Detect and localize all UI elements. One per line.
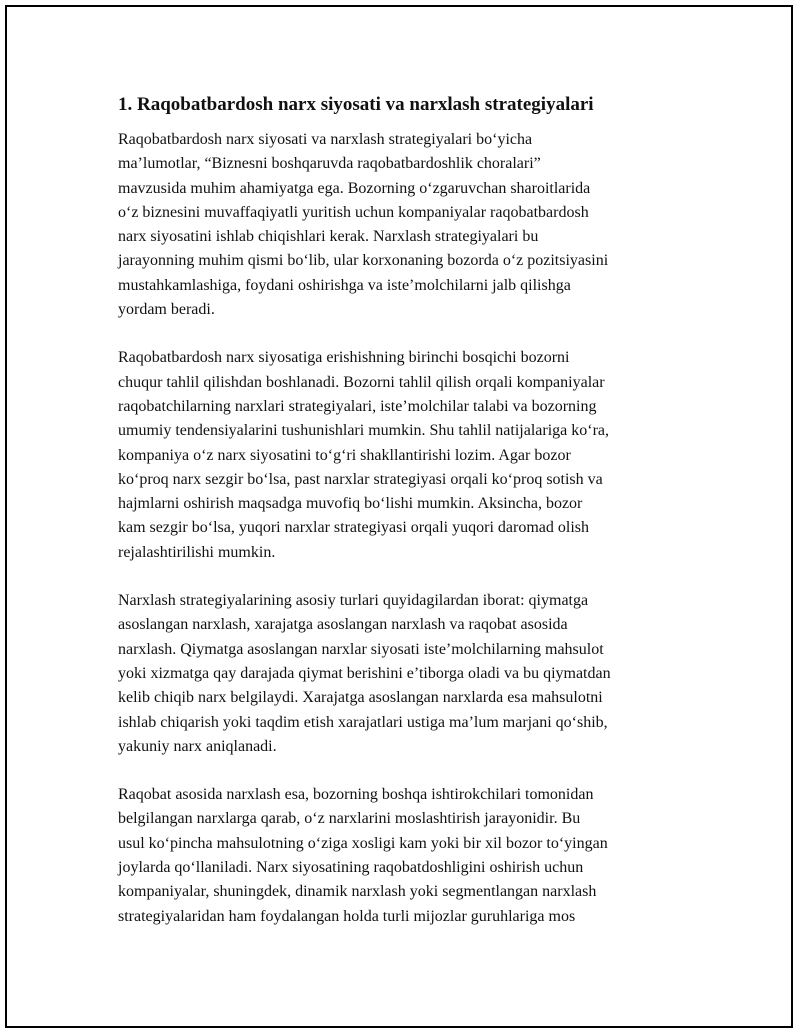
text-line: asoslangan narxlash, xarajatga asoslangan narxlash va raqobat asosida	[118, 616, 568, 634]
text-line: chuqur tahlil qilishdan boshlanadi. Bozorni tahlil qilish orqali kompaniyalar	[118, 373, 605, 391]
text-line: yordam beradi.	[118, 301, 215, 319]
text-line: jarayonning muhim qismi bo‘lib, ular korxonaning bozorda o‘z pozitsiyasini	[118, 252, 609, 270]
text-line: ishlab chiqarish yoki taqdim etish xarajatlari ustiga ma’lum marjani qo‘shib,	[118, 713, 608, 731]
text-line: usul ko‘pincha mahsulotning o‘ziga xosligi kam yoki bir xil bozor to‘yingan	[118, 834, 608, 852]
text-line: kompaniyalar, shuningdek, dinamik narxlash yoki segmentlangan narxlash	[118, 883, 597, 901]
text-line: Raqobatbardosh narx siyosatiga erishishning birinchi bosqichi bozorni	[118, 349, 570, 367]
paragraph-3	[118, 589, 688, 759]
paragraph-4	[118, 783, 688, 929]
text-line: raqobatchilarning narxlari strategiyalari, iste’molchilar talabi va bozorning	[118, 397, 597, 415]
text-line: rejalashtirilishi mumkin.	[118, 543, 276, 561]
text-line: Narxlash strategiyalarining asosiy turlari quyidagilardan iborat: qiymatga	[118, 592, 589, 610]
text-line: hajmlarni oshirish maqsadga muvofiq bo‘lishi mumkin. Aksincha, bozor	[118, 495, 583, 513]
text-line: belgilangan narxlarga qarab, o‘z narxlarini moslashtirish jarayonidir. Bu	[118, 810, 581, 828]
text-line: o‘z biznesini muvaffaqiyatli yuritish uchun kompaniyalar raqobatbardosh	[118, 203, 589, 221]
text-line: umumiy tendensiyalarini tushunishlari mumkin. Shu tahlil natijalariga ko‘ra,	[118, 422, 610, 440]
document-body	[118, 90, 688, 953]
text-line: mavzusida muhim ahamiyatga ega. Bozorning o‘zgaruvchan sharoitlarida	[118, 179, 591, 197]
text-line: ma’lumotlar, “Biznesni boshqaruvda raqobatbardoshlik choralari”	[118, 155, 541, 173]
text-line: Raqobat asosida narxlash esa, bozorning boshqa ishtirokchilari tomonidan	[118, 786, 594, 804]
text-line: narxlash. Qiymatga asoslangan narxlar siyosati iste’molchilarning mahsulot	[118, 640, 604, 658]
text-line: ko‘proq narx sezgir bo‘lsa, past narxlar strategiyasi orqali ko‘proq sotish va	[118, 470, 603, 488]
text-line: yoki xizmatga qay darajada qiymat berishini e’tiborga oladi va bu qiymatdan	[118, 664, 611, 682]
text-line: kelib chiqib narx belgilaydi. Xarajatga asoslangan narxlarda esa mahsulotni	[118, 689, 603, 707]
text-line: narx siyosatini ishlab chiqishlari kerak. Narxlash strategiyalari bu	[118, 228, 539, 246]
text-line: Raqobatbardosh narx siyosati va narxlash strategiyalari bo‘yicha	[118, 131, 533, 148]
text-line: strategiyalaridan ham foydalangan holda turli mijozlar guruhlariga mos	[118, 907, 576, 925]
text-line: joylarda qo‘llaniladi. Narx siyosatining raqobatdoshligini oshirish uchun	[118, 859, 584, 877]
text-line: kam sezgir bo‘lsa, yuqori narxlar strategiyasi orqali yuqori daromad olish	[118, 519, 589, 537]
text-line: yakuniy narx aniqlanadi.	[118, 737, 277, 755]
paragraph-1	[118, 128, 688, 322]
text-line: kompaniya o‘z narx siyosatini to‘g‘ri shakllantirishi lozim. Agar bozor	[118, 446, 571, 464]
paragraph-2	[118, 346, 688, 565]
section-heading: 1. Raqobatbardosh narx siyosati va narxlash strategiyalari	[118, 94, 594, 115]
text-line: mustahkamlashiga, foydani oshirishga va iste’molchilarni jalb qilishga	[118, 276, 571, 294]
